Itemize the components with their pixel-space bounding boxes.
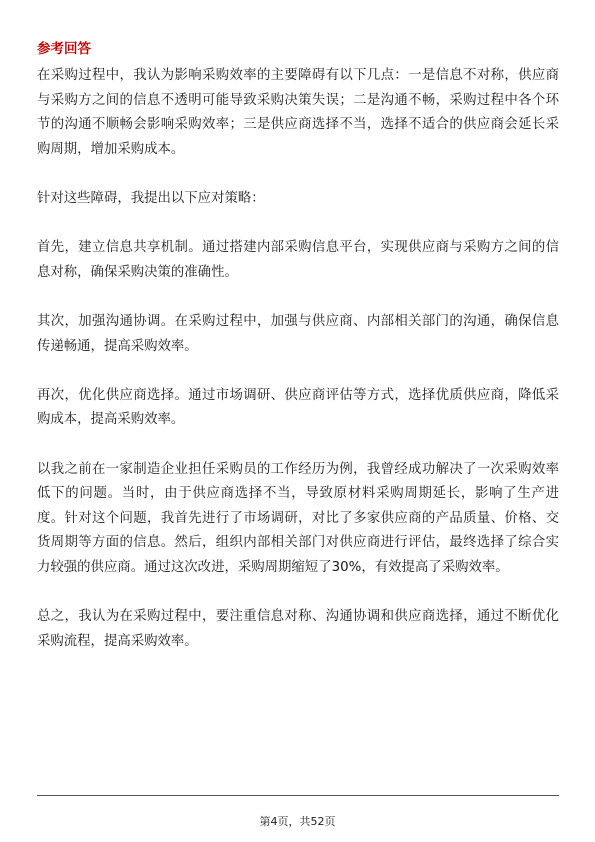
paragraph-example: 以我之前在一家制造企业担任采购员的工作经历为例，我曾经成功解决了一次采购效率低下的问题。当时，由于供应商选择不当，导致原材料采购周期延长，影响了生产进度。针对这个问题，我首先进行了市场调研，对比了多家供应商的产品质量、价格、交货周期等方面的信息。然后，组织内部相关部门对供应商进行评估，最终选择了综合实力较强的供应商。通过这次改进，采购周期缩短了30%，有效提高了采购效率。 [37, 461, 559, 575]
paragraph-strategy-intro: 针对这些障碍，我提出以下应对策略： [37, 190, 265, 206]
paragraph-strategy-third: 再次，优化供应商选择。通过市场调研、供应商评估等方式，选择优质供应商，降低采购成本，提高采购效率。 [37, 387, 559, 428]
footer-divider [37, 795, 559, 796]
paragraph-conclusion: 总之，我认为在采购过程中，要注重信息对称、沟通协调和供应商选择，通过不断优化采购流程，提高采购效率。 [37, 609, 559, 649]
section-heading: 参考回答 [37, 41, 91, 57]
page-number: 第4页，共52页 [259, 815, 336, 828]
paragraph-strategy-first: 首先，建立信息共享机制。通过搭建内部采购信息平台，实现供应商与采购方之间的信息对称，确保采购决策的准确性。 [37, 240, 559, 280]
paragraph-obstacles: 在采购过程中，我认为影响采购效率的主要障碍有以下几点：一是信息不对称，供应商与采购方之间的信息不透明可能导致采购决策失误；二是沟通不畅，采购过程中各个环节的沟通不顺畅会影响采购效率；三是供应商选择不当，选择不适合的供应商会延长采购周期，增加采购成本。 [37, 68, 559, 157]
document-body [37, 40, 559, 654]
paragraph-strategy-second: 其次，加强沟通协调。在采购过程中，加强与供应商、内部相关部门的沟通，确保信息传递畅通，提高采购效率。 [37, 313, 559, 354]
